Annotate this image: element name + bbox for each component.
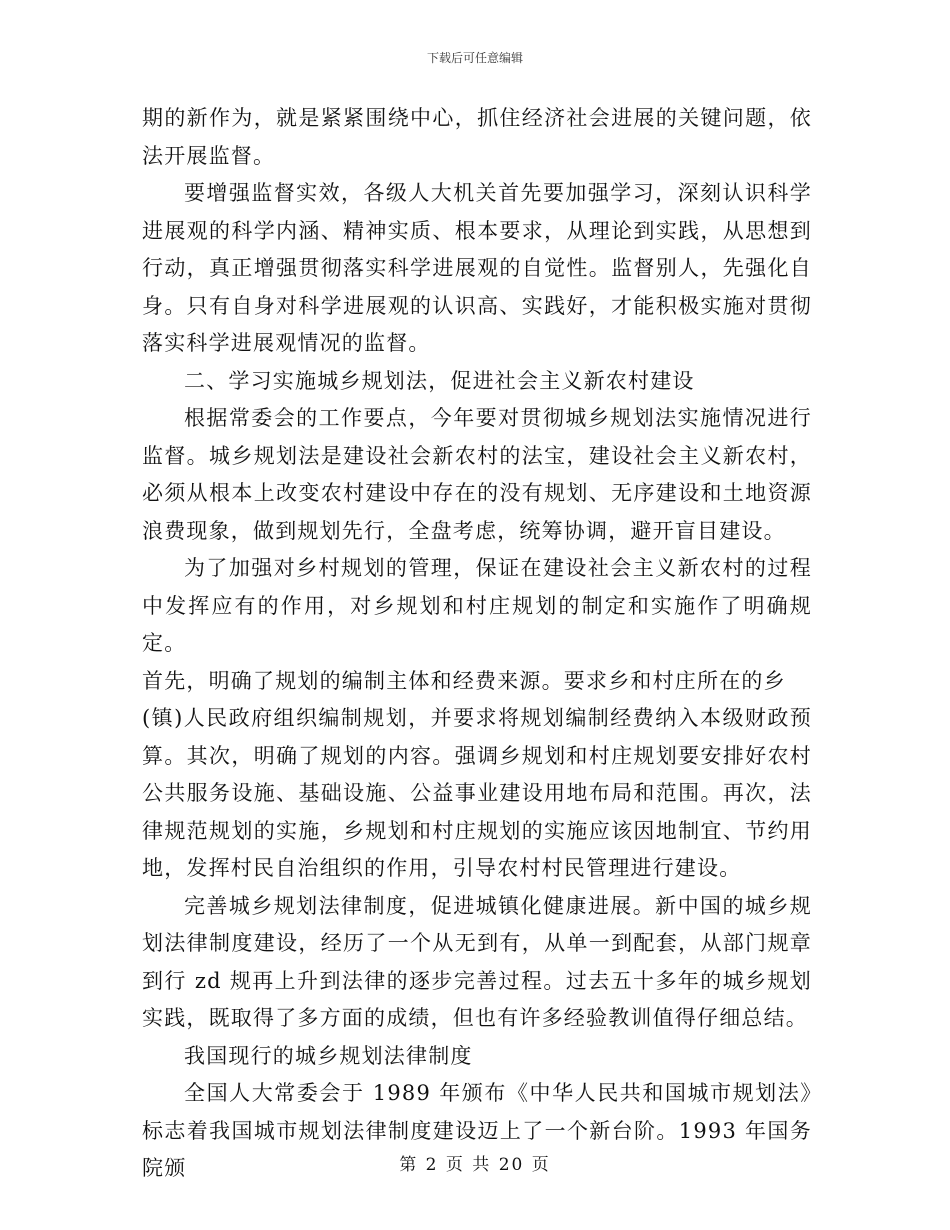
section-heading: 我国现行的城乡规划法律制度 bbox=[184, 1043, 473, 1068]
page-header: 下载后可任意编辑 bbox=[426, 51, 523, 65]
paragraph: 全国人大常委会于 1989 年颁布《中华人民共和国城市规划法》标志着我国城市规划法律制度建设迈上了一个新台阶。1993 年国务院颁 bbox=[142, 1081, 812, 1180]
paragraph: 完善城乡规划法律制度，促进城镇化健康进展。新中国的城乡规划法律制度建设，经历了一个从无到有，从单一到配套，从部门规章到行 zd 规再上升到法律的逐步完善过程。过去五十多年的城乡规划实践，既取得了多方面的成绩，但也有许多经验教训值得仔细总结。 bbox=[142, 893, 812, 1030]
paragraph: 根据常委会的工作要点，今年要对贯彻城乡规划法实施情况进行监督。城乡规划法是建设社会新农村的法宝，建设社会主义新农村，必须从根本上改变农村建设中存在的没有规划、无序建设和土地资源浪费现象，做到规划先行，全盘考虑，统筹协调，避开盲目建设。 bbox=[142, 406, 812, 543]
section-heading: 二、学习实施城乡规划法，促进社会主义新农村建设 bbox=[184, 368, 695, 393]
page-number: 第 2 页 共 20 页 bbox=[399, 1155, 551, 1175]
paragraph: 为了加强对乡村规划的管理，保证在建设社会主义新农村的过程中发挥应有的作用，对乡规划和村庄规划的制定和实施作了明确规定。 bbox=[142, 556, 812, 655]
paragraph: 首先，明确了规划的编制主体和经费来源。要求乡和村庄所在的乡 bbox=[142, 668, 786, 693]
document-body bbox=[142, 100, 812, 1188]
paragraph: 要增强监督实效，各级人大机关首先要加强学习，深刻认识科学进展观的科学内涵、精神实质、根本要求，从理论到实践，从思想到行动，真正增强贯彻落实科学进展观的自觉性。监督别人，先强化自身。只有自身对科学进展观的认识高、实践好，才能积极实施对贯彻落实科学进展观情况的监督。 bbox=[142, 181, 812, 355]
paragraph: (镇)人民政府组织编制规划，并要求将规划编制经费纳入本级财政预算。其次，明确了规划的内容。强调乡规划和村庄规划要安排好农村公共服务设施、基础设施、公益事业建设用地布局和范围。再次，法律规范规划的实施，乡规划和村庄规划的实施应该因地制宜、节约用地，发挥村民自治组织的作用，引导农村村民管理进行建设。 bbox=[142, 706, 812, 880]
paragraph: 期的新作为，就是紧紧围绕中心，抓住经济社会进展的关键问题，依法开展监督。 bbox=[142, 106, 812, 168]
